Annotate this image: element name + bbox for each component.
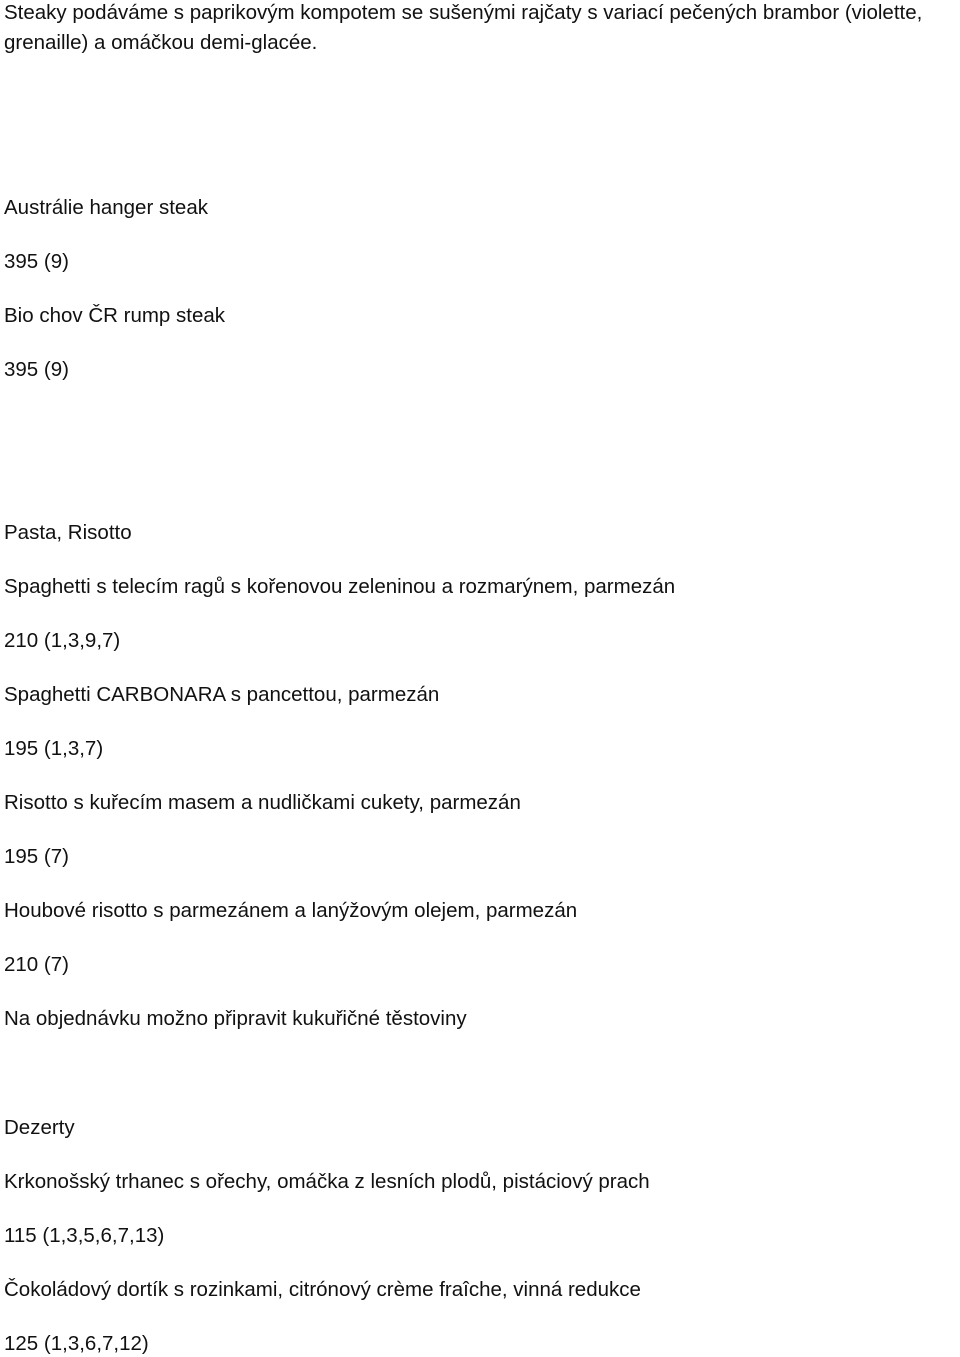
section-heading-desserts: Dezerty (4, 1116, 75, 1139)
menu-item-price: 210 (1,3,9,7) (4, 629, 121, 652)
steak-intro-line-2: grenaille) a omáčkou demi-glacée. (4, 31, 318, 54)
menu-item-price: 115 (1,3,5,6,7,13) (4, 1224, 165, 1247)
menu-item-price: 125 (1,3,6,7,12) (4, 1332, 149, 1355)
menu-item-name: Risotto s kuřecím masem a nudličkami cukety, parmezán (4, 791, 521, 814)
menu-item-name: Čokoládový dortík s rozinkami, citrónový crème fraîche, vinná redukce (4, 1278, 641, 1301)
menu-item-name: Spaghetti CARBONARA s pancettou, parmezán (4, 683, 440, 706)
menu-item-name: Austrálie hanger steak (4, 196, 208, 219)
menu-item-name: Houbové risotto s parmezánem a lanýžovým olejem, parmezán (4, 899, 578, 922)
steak-intro-line-1: Steaky podáváme s paprikovým kompotem se sušenými rajčaty s variací pečených brambor (violette, (4, 1, 923, 24)
menu-item-price: 195 (1,3,7) (4, 737, 104, 760)
menu-item-name: Krkonošský trhanec s ořechy, omáčka z lesních plodů, pistáciový prach (4, 1170, 650, 1193)
menu-item-price: 395 (9) (4, 358, 69, 381)
menu-item-price: 195 (7) (4, 845, 69, 868)
menu-item-price: 395 (9) (4, 250, 69, 273)
menu-item-name: Bio chov ČR rump steak (4, 304, 226, 327)
menu-item-name: Spaghetti s telecím ragů s kořenovou zeleninou a rozmarýnem, parmezán (4, 575, 676, 598)
pasta-note: Na objednávku možno připravit kukuřičné těstoviny (4, 1007, 467, 1030)
section-heading-pasta: Pasta, Risotto (4, 521, 132, 544)
menu-item-price: 210 (7) (4, 953, 69, 976)
